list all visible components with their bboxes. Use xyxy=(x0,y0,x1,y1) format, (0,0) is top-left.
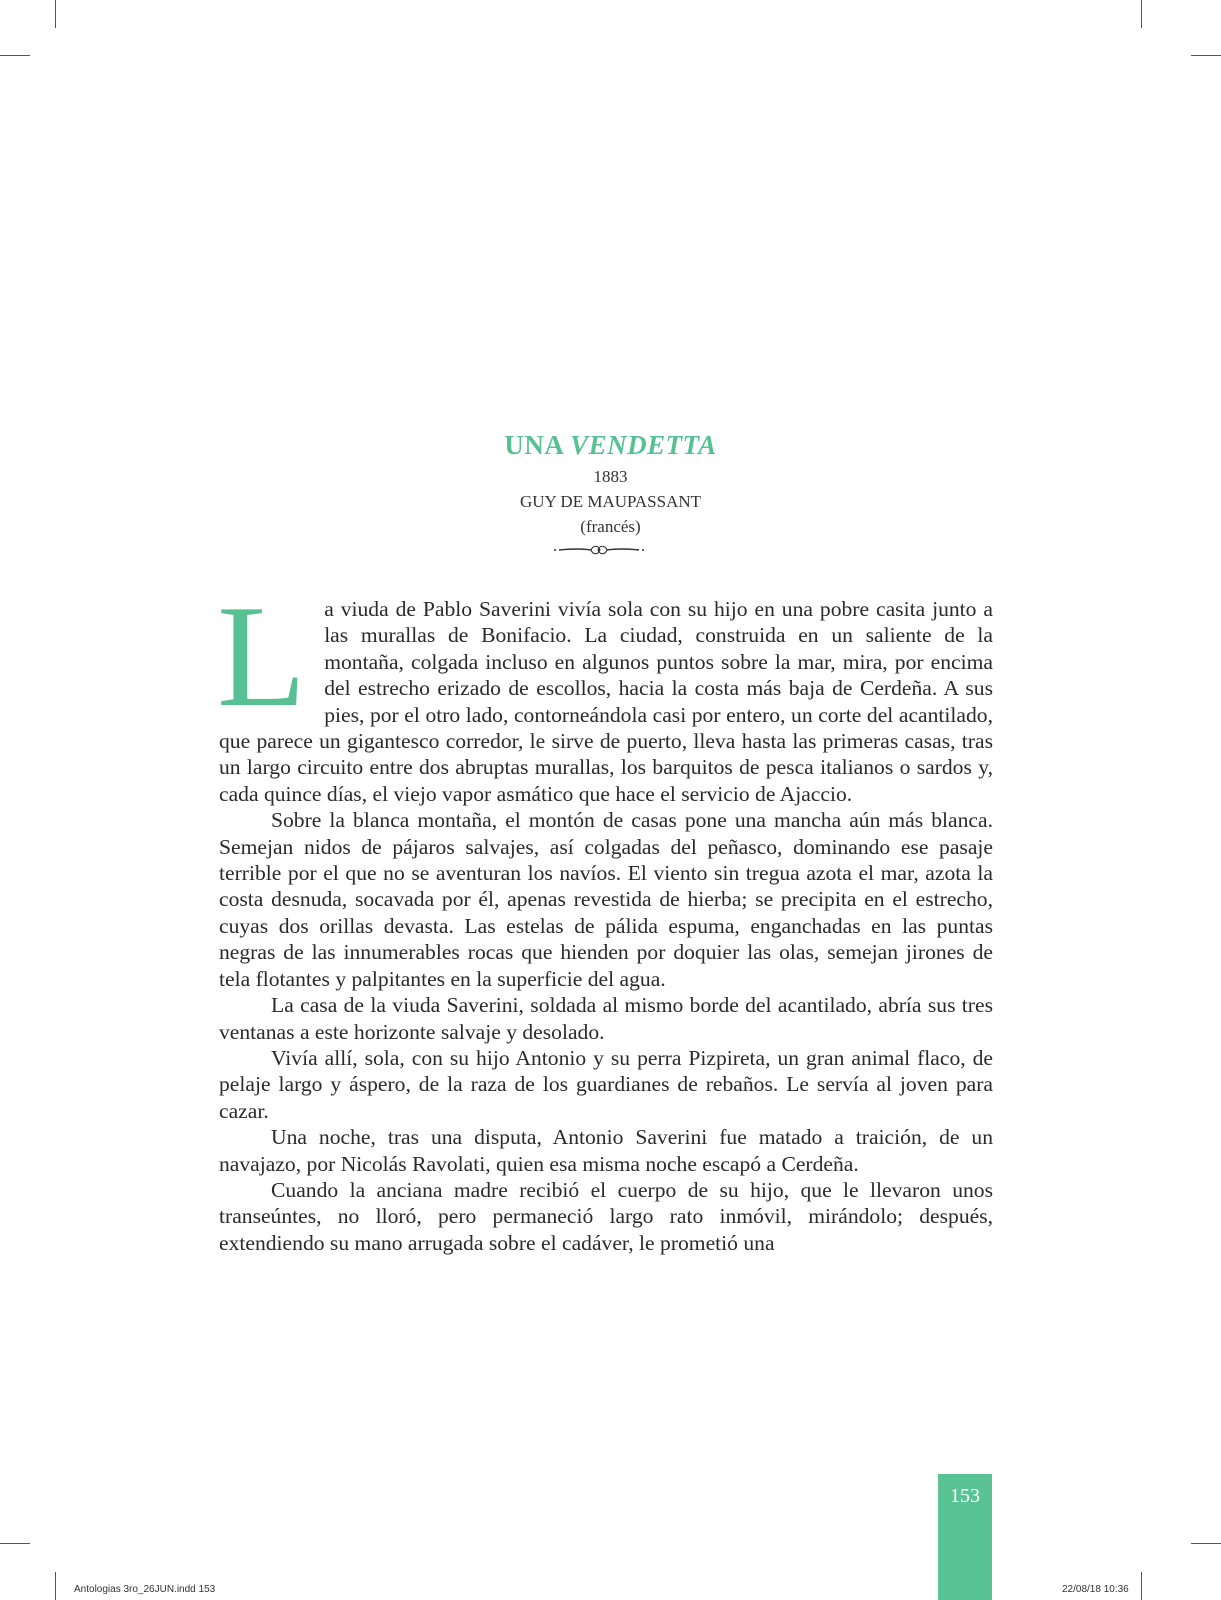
story-language: (francés) xyxy=(580,517,641,536)
crop-mark xyxy=(1191,1543,1221,1544)
crop-mark xyxy=(0,1543,30,1544)
title-plain: UNA xyxy=(504,430,571,460)
crop-mark xyxy=(1191,55,1221,56)
story-author: GUY DE MAUPASSANT xyxy=(519,492,702,511)
footer-timestamp: 22/08/18 10:36 xyxy=(1062,1584,1129,1595)
ornament-divider-icon xyxy=(553,544,645,556)
page-number: 153 xyxy=(950,1485,980,1507)
drop-cap: L xyxy=(217,575,307,737)
crop-mark xyxy=(1141,0,1142,28)
story-title xyxy=(0,430,1221,461)
paragraph: Cuando la anciana madre recibió el cuerpo de su hijo, que le llevaron unos transeúntes, no lloró, pero permaneció largo rato inmóvil, mirándolo; después, extendiendo su mano arrugada sobre el cadáver, le prometió una xyxy=(219,1177,993,1255)
footer-file: Antologias 3ro_26JUN.indd 153 xyxy=(74,1584,216,1595)
paragraph: Sobre la blanca montaña, el montón de casas pone una mancha aún más blanca. Semejan nidos de pájaros salvajes, así colgadas del peñasco, dominando ese pasaje terrible por el que no se aventuran los navíos. El viento sin tregua azota el mar, azota la costa desnuda, socavada por él, apenas revestida de hierba; se precipita en el estrecho, cuyas dos orillas devasta. Las estelas de pálida espuma, enganchadas en las puntas negras de las innumerables rocas que hienden por doquier las olas, semejan jirones de tela flotantes y palpitantes en la superficie del agua. xyxy=(219,808,993,991)
paragraph xyxy=(217,575,993,807)
paragraph: La casa de la viuda Saverini, soldada al mismo borde del acantilado, abría sus tres ventanas a este horizonte salvaje y desolado. xyxy=(219,993,993,1044)
story-body xyxy=(217,575,993,1256)
paragraph: Vivía allí, sola, con su hijo Antonio y su perra Pizpireta, un gran animal flaco, de pelaje largo y áspero, de la raza de los guardianes de rebaños. Le servía al joven para cazar. xyxy=(219,1045,993,1123)
crop-mark xyxy=(55,0,56,28)
story-year: 1883 xyxy=(593,467,628,486)
paragraph-text: a viuda de Pablo Saverini vivía sola con su hijo en una pobre casita junto a las murallas de Bonifacio. La ciudad, construida en un saliente de la montaña, colgada incluso en algunos puntos sobre la mar, mira, por encima del estrecho erizado de escollos, hacia la costa más baja de Cerdeña. A sus pies, por el otro lado, contorneándola casi por entero, un corte del acantilado, que parece un gigantesco corredor, le sirve de puerto, lleva hasta las primeras casas, tras un largo circuito entre dos abruptas murallas, los barquitos de pesca italianos o sardos y, cada quince días, el viejo vapor asmático que hace el servicio de Ajaccio. xyxy=(219,597,993,806)
crop-mark xyxy=(0,55,30,56)
paragraph: Una noche, tras una disputa, Antonio Saverini fue matado a traición, de un navajazo, por Nicolás Ravolati, quien esa misma noche escapó a Cerdeña. xyxy=(219,1125,993,1176)
crop-mark xyxy=(1141,1572,1142,1600)
title-italic: VENDETTA xyxy=(570,430,717,460)
crop-mark xyxy=(55,1572,56,1600)
